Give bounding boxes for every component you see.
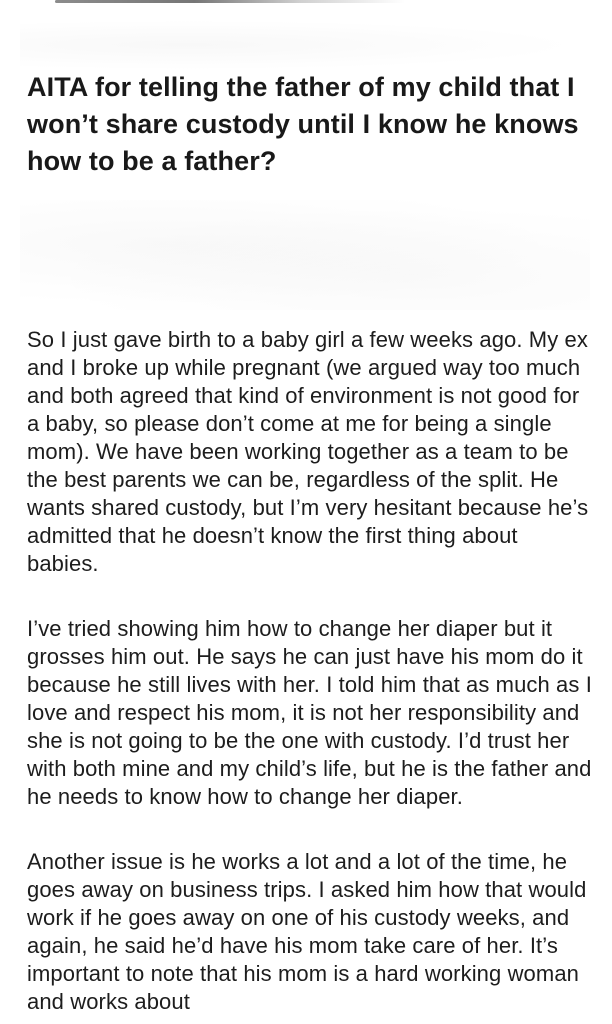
scan-artifact-top-line (55, 0, 405, 3)
post-paragraph-2: I’ve tried showing him how to change her diaper but it grosses him out. He says he can just have his mom do it because he still lives with her. I told him that as much as I love and respect his mom, it is not her responsibility and she is not going to be the one with custody. I’d trust her with both mine and my child’s life, but he is the father and he needs to know how to change her diaper. (27, 616, 592, 809)
post-paragraph-3: Another issue is he works a lot and a lot of the time, he goes away on business trips. I asked him how that would work if he goes away on one of his custody weeks, and again, he said he’d have his mom take care of her. It’s important to note that his mom is a hard working woman and works about (27, 849, 587, 1014)
post-paragraph-1: So I just gave birth to a baby girl a few weeks ago. My ex and I broke up while pregnant (we argued way too much and both agreed that kind of environment is not good for a baby, so please don’t come at me for being a single mom). We have been working together as a team to be the best parents we can be, regardless of the split. He wants shared custody, but I’m very hesitant because he’s admitted that he doesn’t know the first thing about babies. (27, 327, 589, 576)
erased-area-artifact (20, 200, 590, 310)
post-body (27, 326, 595, 1024)
post-title: AITA for telling the father of my child that I won’t share custody until I know he knows how to be a father? (27, 72, 579, 176)
erased-area-artifact (20, 20, 580, 70)
